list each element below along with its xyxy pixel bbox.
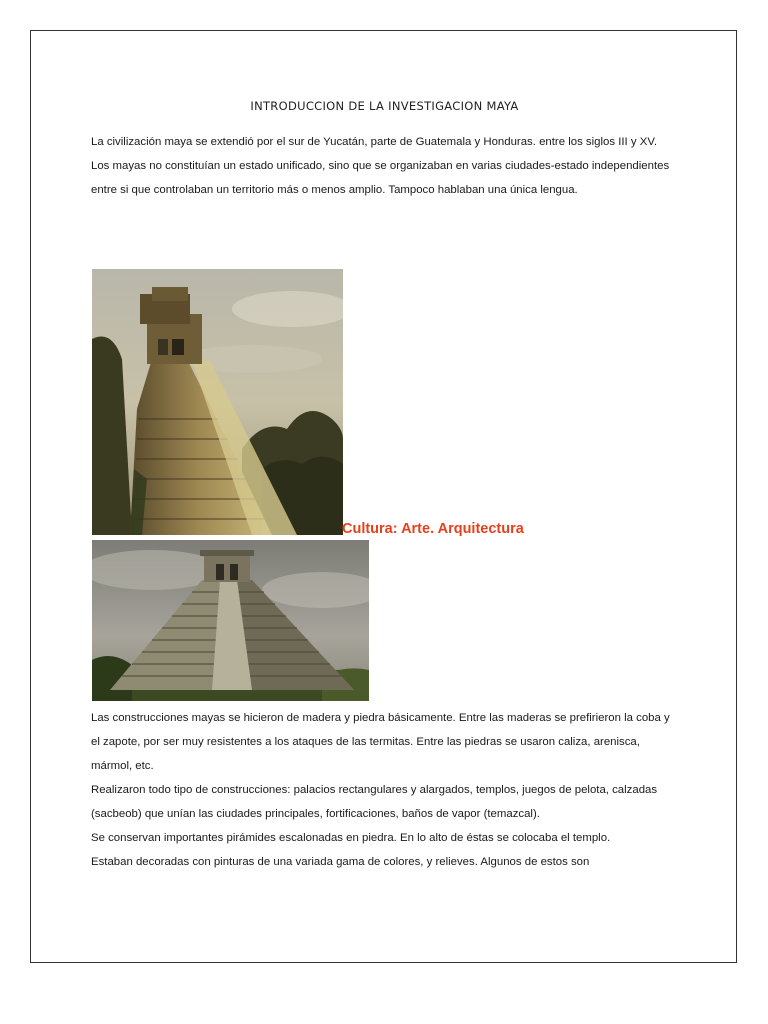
- body-paragraph-3: Se conservan importantes pirámides escalonadas en piedra. En lo alto de éstas se colocaba el templo.: [91, 832, 611, 844]
- section-caption: Cultura: Arte. Arquitectura: [342, 521, 524, 537]
- intro-paragraph-1: La civilización maya se extendió por el sur de Yucatán, parte de Guatemala y Honduras. entre los siglos III y XV.: [91, 136, 658, 148]
- body-paragraph-1: Las construcciones mayas se hicieron de madera y piedra básicamente. Entre las maderas se prefirieron la coba y el zapote, por ser muy resistentes a los ataques de las termitas. Entre las piedras se usaron caliza, arenisca, mármol, etc.: [91, 712, 670, 772]
- el-castillo-photo: [92, 540, 369, 701]
- document-page: [30, 30, 737, 963]
- document-title: INTRODUCCION DE LA INVESTIGACION MAYA: [250, 99, 519, 113]
- intro-paragraph-2: Los mayas no constituían un estado unificado, sino que se organizaban en varias ciudades-estado independientes entre si que controlaban un territorio más o menos amplio. Tampoco hablaban una única lengua.: [91, 160, 670, 196]
- body-text: [91, 706, 671, 874]
- body-paragraph-2: Realizaron todo tipo de construcciones: palacios rectangulares y alargados, templos, juegos de pelota, calzadas (sacbeob) que unían las ciudades principales, fortificaciones, baños de vapor (temazcal).: [91, 784, 658, 820]
- body-paragraph-4: Estaban decoradas con pinturas de una variada gama de colores, y relieves. Algunos de estos son: [91, 856, 590, 868]
- tikal-temple-photo: [92, 269, 343, 535]
- intro-text: [91, 130, 671, 202]
